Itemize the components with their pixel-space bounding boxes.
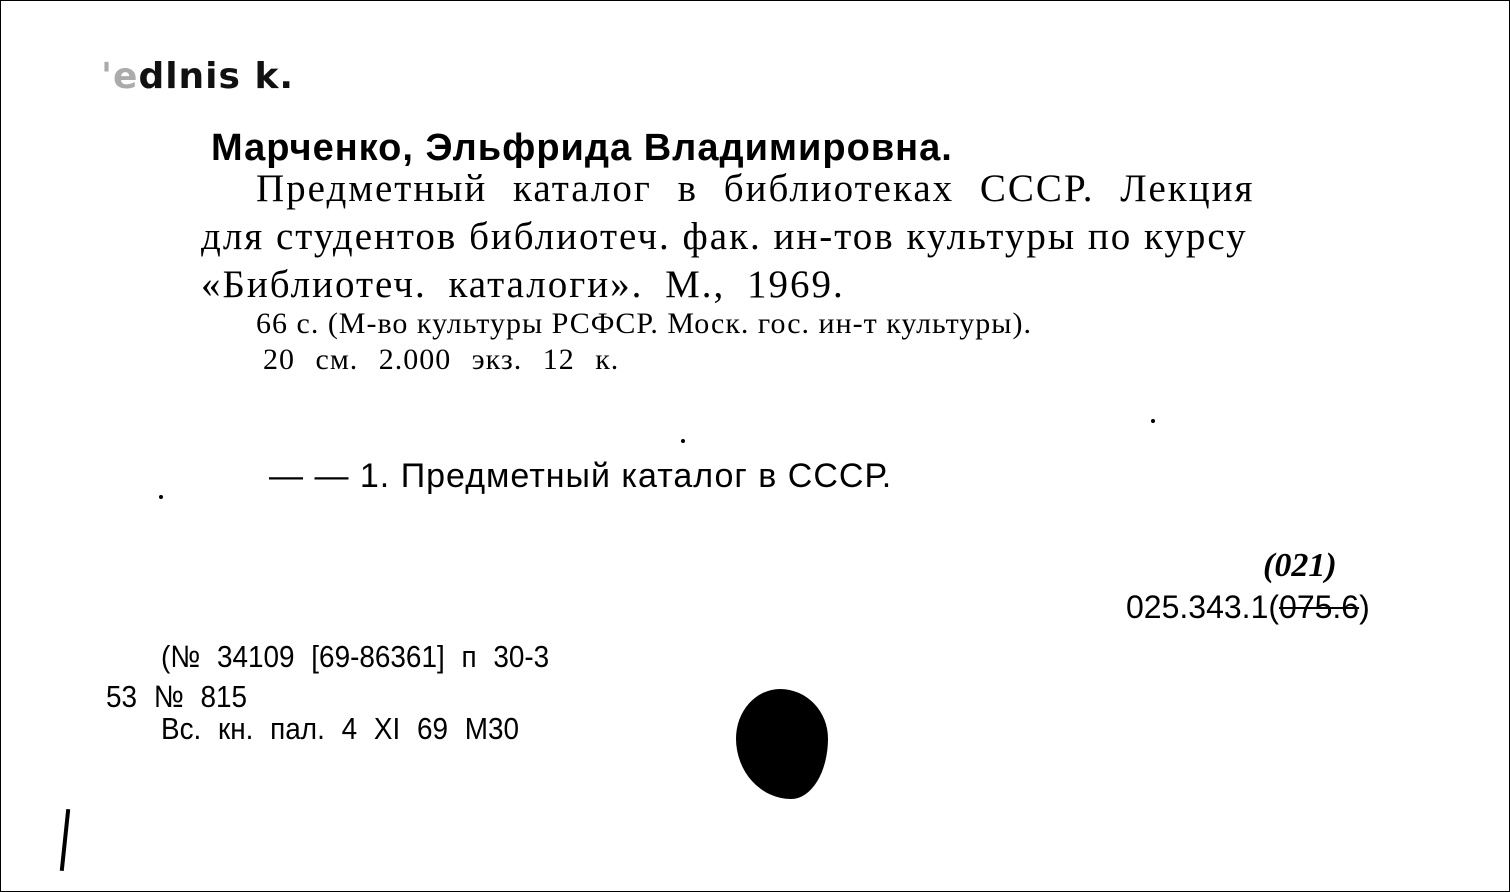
author-heading: Марченко, Эльфрида Владимировна.: [211, 127, 953, 169]
classification-struck: 075.6: [1279, 589, 1360, 625]
paren-open: (: [1268, 589, 1280, 625]
header-stamp: [101, 56, 295, 97]
ink-speck: [159, 495, 163, 499]
registry-line: (№ 34109 [69-86361] п 30-3: [161, 639, 550, 674]
registry-line: 53 № 815: [106, 679, 248, 714]
subject-heading: — — 1. Предметный каталог в СССР.: [269, 457, 893, 495]
title-line: Предметный каталог в библиотеках СССР. Лекция: [256, 167, 1255, 210]
pen-stroke-mark: [60, 809, 70, 871]
title-line: «Библиотеч. каталоги». М., 1969.: [201, 263, 845, 306]
imprint-line: 20 см. 2.000 экз. 12 к.: [263, 343, 620, 376]
registry-line: Вс. кн. пал. 4 XI 69 М30: [161, 711, 520, 746]
header-stamp-text: dlnis k.: [138, 56, 295, 97]
classification-number: [1126, 591, 1370, 623]
classification-prefix: 025.343.1: [1126, 589, 1269, 625]
header-stamp-faded: 'e: [101, 56, 139, 97]
paren-close: ): [1359, 589, 1370, 625]
handwritten-class-note: (021): [1263, 547, 1337, 584]
punch-hole-mark: [736, 689, 828, 799]
ink-speck: [1151, 419, 1155, 423]
imprint-line: 66 с. (М-во культуры РСФСР. Моск. гос. ин-т культуры).: [256, 307, 1032, 340]
title-line: для студентов библиотеч. фак. ин-тов культуры по курсу: [201, 215, 1248, 258]
ink-speck: [681, 439, 685, 443]
